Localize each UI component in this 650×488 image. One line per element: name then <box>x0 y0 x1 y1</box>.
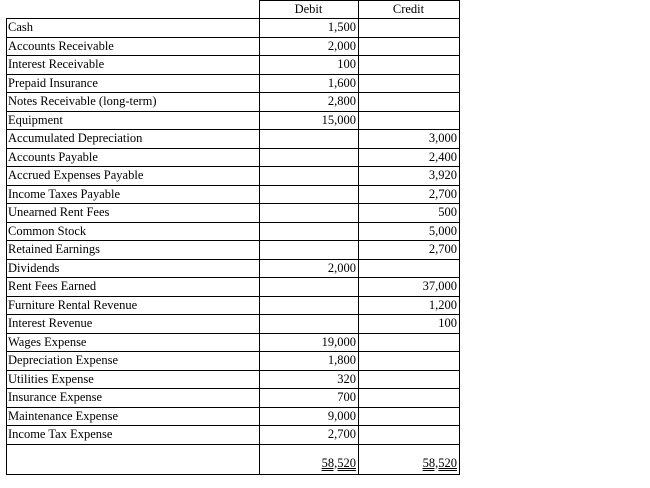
debit-amount: 100 <box>260 56 359 75</box>
account-name: Furniture Rental Revenue <box>7 296 260 315</box>
table-row <box>7 222 460 241</box>
table-row <box>7 19 460 38</box>
debit-amount: 2,800 <box>260 93 359 112</box>
header-row <box>7 1 460 19</box>
header-account-cell <box>7 1 260 19</box>
debit-amount <box>260 148 359 167</box>
debit-amount: 1,600 <box>260 74 359 93</box>
table-row <box>7 241 460 260</box>
account-name: Accounts Payable <box>7 148 260 167</box>
account-name: Notes Receivable (long-term) <box>7 93 260 112</box>
table-row <box>7 259 460 278</box>
credit-amount: 2,400 <box>359 148 460 167</box>
credit-amount <box>359 370 460 389</box>
credit-amount: 500 <box>359 204 460 223</box>
debit-total-cell <box>260 444 359 474</box>
credit-amount <box>359 426 460 445</box>
table-row <box>7 56 460 75</box>
account-name: Interest Revenue <box>7 315 260 334</box>
table-row <box>7 296 460 315</box>
table-row <box>7 278 460 297</box>
table-row <box>7 111 460 130</box>
account-name: Prepaid Insurance <box>7 74 260 93</box>
debit-amount <box>260 130 359 149</box>
credit-amount: 5,000 <box>359 222 460 241</box>
credit-amount: 100 <box>359 315 460 334</box>
debit-amount: 2,000 <box>260 259 359 278</box>
credit-amount: 2,700 <box>359 241 460 260</box>
debit-amount: 1,500 <box>260 19 359 38</box>
credit-amount <box>359 56 460 75</box>
account-name: Common Stock <box>7 222 260 241</box>
account-name: Retained Earnings <box>7 241 260 260</box>
debit-amount <box>260 296 359 315</box>
debit-amount <box>260 241 359 260</box>
debit-amount <box>260 222 359 241</box>
debit-amount <box>260 167 359 186</box>
trial-balance-body <box>7 1 460 475</box>
account-name: Wages Expense <box>7 333 260 352</box>
totals-row <box>7 444 460 474</box>
credit-amount: 3,920 <box>359 167 460 186</box>
account-name: Accounts Receivable <box>7 37 260 56</box>
credit-amount <box>359 333 460 352</box>
table-row <box>7 93 460 112</box>
credit-amount <box>359 111 460 130</box>
credit-total: 58,520 <box>422 455 457 470</box>
debit-amount: 1,800 <box>260 352 359 371</box>
account-name: Income Taxes Payable <box>7 185 260 204</box>
credit-amount <box>359 389 460 408</box>
account-name: Rent Fees Earned <box>7 278 260 297</box>
totals-label-cell <box>7 444 260 474</box>
credit-amount <box>359 407 460 426</box>
debit-amount <box>260 278 359 297</box>
account-name: Accumulated Depreciation <box>7 130 260 149</box>
debit-amount: 320 <box>260 370 359 389</box>
credit-total-cell <box>359 444 460 474</box>
table-row <box>7 37 460 56</box>
credit-amount <box>359 93 460 112</box>
debit-amount: 19,000 <box>260 333 359 352</box>
debit-total: 58,520 <box>321 455 356 470</box>
table-row <box>7 389 460 408</box>
debit-amount <box>260 185 359 204</box>
credit-amount <box>359 37 460 56</box>
account-name: Equipment <box>7 111 260 130</box>
account-name: Depreciation Expense <box>7 352 260 371</box>
account-name: Accrued Expenses Payable <box>7 167 260 186</box>
credit-header: Credit <box>359 1 460 19</box>
table-row <box>7 407 460 426</box>
debit-amount: 15,000 <box>260 111 359 130</box>
credit-amount: 1,200 <box>359 296 460 315</box>
table-row <box>7 315 460 334</box>
table-row <box>7 148 460 167</box>
table-row <box>7 185 460 204</box>
account-name: Unearned Rent Fees <box>7 204 260 223</box>
account-name: Utilities Expense <box>7 370 260 389</box>
trial-balance-table <box>6 0 460 475</box>
credit-amount <box>359 74 460 93</box>
debit-amount <box>260 315 359 334</box>
table-row <box>7 426 460 445</box>
table-row <box>7 333 460 352</box>
account-name: Interest Receivable <box>7 56 260 75</box>
credit-amount <box>359 352 460 371</box>
debit-amount <box>260 204 359 223</box>
credit-amount: 2,700 <box>359 185 460 204</box>
account-name: Income Tax Expense <box>7 426 260 445</box>
table-row <box>7 370 460 389</box>
account-name: Insurance Expense <box>7 389 260 408</box>
account-name: Maintenance Expense <box>7 407 260 426</box>
credit-amount <box>359 19 460 38</box>
debit-amount: 700 <box>260 389 359 408</box>
table-row <box>7 74 460 93</box>
table-row <box>7 352 460 371</box>
debit-amount: 2,000 <box>260 37 359 56</box>
credit-amount: 3,000 <box>359 130 460 149</box>
credit-amount: 37,000 <box>359 278 460 297</box>
credit-amount <box>359 259 460 278</box>
debit-header: Debit <box>260 1 359 19</box>
table-row <box>7 204 460 223</box>
table-row <box>7 167 460 186</box>
account-name: Cash <box>7 19 260 38</box>
debit-amount: 2,700 <box>260 426 359 445</box>
account-name: Dividends <box>7 259 260 278</box>
table-row <box>7 130 460 149</box>
debit-amount: 9,000 <box>260 407 359 426</box>
